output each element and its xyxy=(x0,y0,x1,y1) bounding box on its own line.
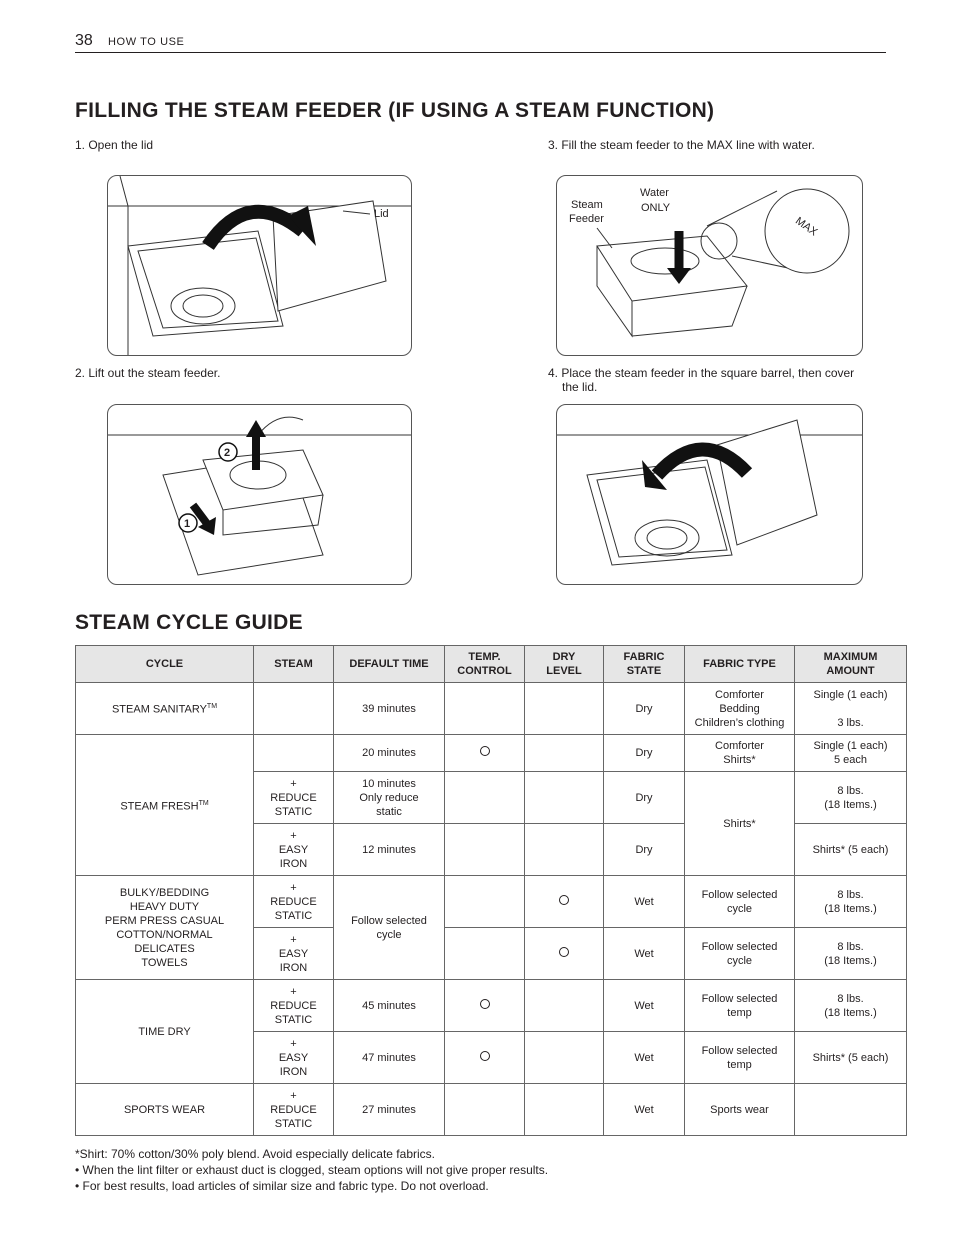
temp-cell xyxy=(445,1084,525,1136)
table-row xyxy=(76,876,907,928)
page-number: 38 xyxy=(75,32,93,49)
table-row xyxy=(76,683,907,735)
step-1-text: 1. Open the lid xyxy=(75,138,154,152)
temp-cell xyxy=(445,772,525,824)
amount-cell: Shirts* (5 each) xyxy=(795,824,907,876)
only-label: ONLY xyxy=(641,202,671,214)
header-rule xyxy=(75,52,886,53)
figure-cover-lid xyxy=(556,404,863,585)
table-row xyxy=(76,735,907,772)
footnote-shirt: *Shirt: 70% cotton/30% poly blend. Avoid especially delicate fabrics. xyxy=(75,1147,435,1161)
cycle-cell: SPORTS WEAR xyxy=(76,1084,254,1136)
state-cell: Wet xyxy=(604,980,685,1032)
type-cell: Follow selected temp xyxy=(685,980,795,1032)
dry-indicator-icon xyxy=(559,947,569,957)
washer-cover-lid-illustration xyxy=(557,405,862,584)
step-4-text: 4. Place the steam feeder in the square barrel, then cover the lid. xyxy=(548,366,855,394)
time-cell: 39 minutes xyxy=(334,683,445,735)
temp-indicator-icon xyxy=(480,746,490,756)
state-cell: Dry xyxy=(604,824,685,876)
dry-cell xyxy=(525,1032,604,1084)
temp-indicator-icon xyxy=(480,1051,490,1061)
header-temp-control: TEMP. CONTROL xyxy=(445,646,525,683)
water-label: Water xyxy=(640,187,669,199)
type-cell: Follow selected cycle xyxy=(685,876,795,928)
dry-cell xyxy=(525,980,604,1032)
amount-cell: Shirts* (5 each) xyxy=(795,1032,907,1084)
temp-indicator-icon xyxy=(480,999,490,1009)
table-header-row xyxy=(76,646,907,683)
temp-cell xyxy=(445,928,525,980)
steam-label: Steam xyxy=(571,199,603,211)
time-cell: 12 minutes xyxy=(334,824,445,876)
type-cell: Follow selected temp xyxy=(685,1032,795,1084)
amount-cell xyxy=(795,1084,907,1136)
figure-open-lid xyxy=(107,175,412,356)
filling-title: FILLING THE STEAM FEEDER (IF USING A STEAM FUNCTION) xyxy=(75,99,715,122)
type-cell: Shirts* xyxy=(685,772,795,876)
dry-cell xyxy=(525,1084,604,1136)
state-cell: Dry xyxy=(604,735,685,772)
amount-cell: Single (1 each) 5 each xyxy=(795,735,907,772)
steam-cell xyxy=(254,683,334,735)
type-cell: Follow selected cycle xyxy=(685,928,795,980)
footnote-lint: • When the lint filter or exhaust duct is clogged, steam options will not give proper results. xyxy=(75,1163,549,1177)
washer-open-lid-illustration xyxy=(108,176,411,355)
time-cell: 10 minutes Only reduce static xyxy=(334,772,445,824)
amount-cell: Single (1 each) 3 lbs. xyxy=(795,683,907,735)
table-row xyxy=(76,980,907,1032)
steam-cell: + REDUCE STATIC xyxy=(254,980,334,1032)
state-cell: Wet xyxy=(604,1032,685,1084)
amount-cell: 8 lbs. (18 Items.) xyxy=(795,980,907,1032)
time-cell: 27 minutes xyxy=(334,1084,445,1136)
header-steam: STEAM xyxy=(254,646,334,683)
time-cell: 45 minutes xyxy=(334,980,445,1032)
dry-cell xyxy=(525,735,604,772)
state-cell: Wet xyxy=(604,928,685,980)
dry-indicator-icon xyxy=(559,895,569,905)
temp-cell xyxy=(445,980,525,1032)
temp-cell xyxy=(445,735,525,772)
cycle-cell: STEAM SANITARY™ xyxy=(76,683,254,735)
type-cell: Sports wear xyxy=(685,1084,795,1136)
steam-feeder-lift-illustration xyxy=(108,405,411,584)
header-fabric-type: FABRIC TYPE xyxy=(685,646,795,683)
time-cell: 47 minutes xyxy=(334,1032,445,1084)
dry-cell xyxy=(525,824,604,876)
feeder-label: Feeder xyxy=(569,213,604,225)
type-cell: Comforter Shirts* xyxy=(685,735,795,772)
state-cell: Dry xyxy=(604,683,685,735)
amount-cell: 8 lbs. (18 Items.) xyxy=(795,772,907,824)
temp-cell xyxy=(445,876,525,928)
state-cell: Wet xyxy=(604,876,685,928)
figure-fill-max xyxy=(556,175,863,356)
cycle-cell: TIME DRY xyxy=(76,980,254,1084)
temp-cell xyxy=(445,824,525,876)
time-cell: 20 minutes xyxy=(334,735,445,772)
cycle-cell: STEAM FRESH™ xyxy=(76,735,254,876)
footnote-load: • For best results, load articles of similar size and fabric type. Do not overload. xyxy=(75,1179,489,1193)
header-fabric-state: FABRIC STATE xyxy=(604,646,685,683)
temp-cell xyxy=(445,1032,525,1084)
step-3-text: 3. Fill the steam feeder to the MAX line with water. xyxy=(548,138,815,152)
table-row xyxy=(76,1084,907,1136)
figure-lift-feeder xyxy=(107,404,412,585)
steam-cell: + EASY IRON xyxy=(254,928,334,980)
step-2-text: 2. Lift out the steam feeder. xyxy=(75,366,221,380)
state-cell: Wet xyxy=(604,1084,685,1136)
time-cell: Follow selected cycle xyxy=(334,876,445,980)
steam-cycle-table xyxy=(75,645,907,1136)
dry-cell xyxy=(525,928,604,980)
header-dry-level: DRY LEVEL xyxy=(525,646,604,683)
max-label: MAX xyxy=(792,215,820,239)
amount-cell: 8 lbs. (18 Items.) xyxy=(795,876,907,928)
footnotes xyxy=(75,1146,548,1194)
state-cell: Dry xyxy=(604,772,685,824)
steam-cell: + EASY IRON xyxy=(254,824,334,876)
guide-title: STEAM CYCLE GUIDE xyxy=(75,611,303,634)
lid-label: Lid xyxy=(374,208,389,220)
dry-cell xyxy=(525,772,604,824)
header-default-time: DEFAULT TIME xyxy=(334,646,445,683)
type-cell: Comforter Bedding Children’s clothing xyxy=(685,683,795,735)
steam-cell: + REDUCE STATIC xyxy=(254,772,334,824)
temp-cell xyxy=(445,683,525,735)
steam-cell xyxy=(254,735,334,772)
section-title: HOW TO USE xyxy=(108,36,185,48)
header-max-amount: MAXIMUM AMOUNT xyxy=(795,646,907,683)
cycle-cell: BULKY/BEDDING HEAVY DUTY PERM PRESS CASUAL COTTON/NORMAL DELICATES TOWELS xyxy=(76,876,254,980)
steam-feeder-fill-illustration xyxy=(557,176,862,355)
amount-cell: 8 lbs. (18 Items.) xyxy=(795,928,907,980)
steam-cell: + REDUCE STATIC xyxy=(254,876,334,928)
badge-1: 1 xyxy=(184,518,191,530)
badge-2: 2 xyxy=(224,447,231,459)
steam-cell: + REDUCE STATIC xyxy=(254,1084,334,1136)
steam-cell: + EASY IRON xyxy=(254,1032,334,1084)
dry-cell xyxy=(525,683,604,735)
header-cycle: CYCLE xyxy=(76,646,254,683)
dry-cell xyxy=(525,876,604,928)
